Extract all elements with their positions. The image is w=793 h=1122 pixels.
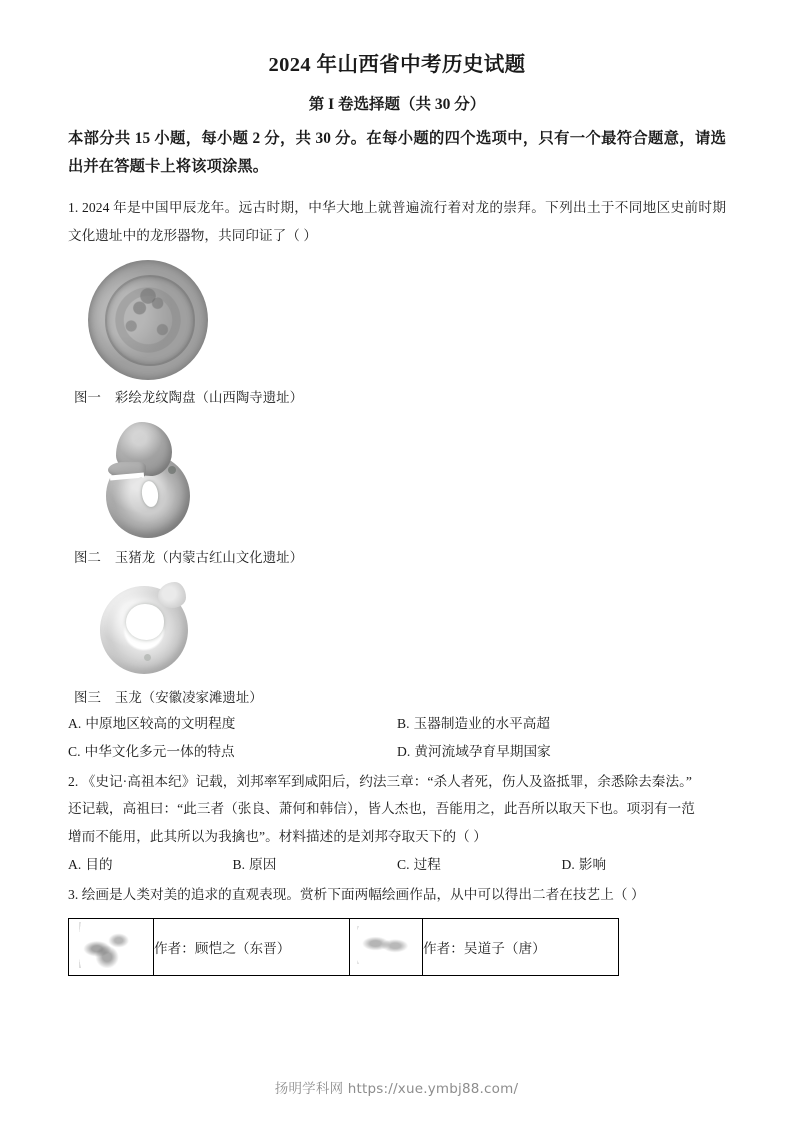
question-1-option-a[interactable]: [68, 710, 397, 738]
option-b-letter: B.: [397, 715, 410, 731]
gu-kaizhi-painting-label: 作者：顾恺之（东晋）: [154, 918, 350, 975]
option-a-letter: A.: [68, 857, 82, 873]
option-c-text: 中华文化多元一体的特点: [84, 743, 235, 759]
page-title: 2024 年山西省中考历史试题: [268, 54, 526, 76]
jade-dragon-image: [80, 580, 726, 680]
figure-3-caption: [74, 686, 726, 710]
question-2-option-c[interactable]: [397, 851, 562, 879]
question-1-figure-1: [68, 260, 726, 410]
figure-1-index: 图一: [74, 389, 101, 405]
page-content: [68, 52, 726, 978]
question-2-stem-line-3: 增而不能用，此其所以为我擒也”。材料描述的是刘邦夺取天下的（ ）: [68, 829, 487, 845]
question-2-option-b[interactable]: [233, 851, 398, 879]
exam-instructions: 本部分共 15 小题，每小题 2 分，共 30 分。在每小题的四个选项中，只有一个最符合题意，请选出并在答题卡上将该项涂黑。: [68, 130, 726, 175]
section-title: 第 I 卷选择题（共 30 分）: [308, 95, 486, 113]
option-b-text: 玉器制造业的水平高超: [413, 715, 551, 731]
option-c-letter: C.: [397, 857, 410, 873]
question-3-stem: 3. 绘画是人类对美的追求的直观表现。赏析下面两幅绘画作品，从中可以得出二者在技艺上（ ）: [68, 887, 645, 903]
question-2-stem-line-2: 还记载，高祖曰：“此三者（张良、萧何和韩信），皆人杰也，吾能用之，此吾所以取天下也。项羽有一范: [68, 801, 695, 817]
painted-pottery-plate-image: [80, 260, 726, 380]
option-b-text: 原因: [249, 857, 277, 873]
option-d-text: 影响: [578, 857, 607, 873]
wu-daozi-painting-thumbnail: [350, 918, 423, 975]
option-a-text: 中原地区较高的文明程度: [85, 715, 236, 731]
question-3: [68, 881, 726, 976]
question-2-options: [68, 851, 726, 879]
option-d-letter: D.: [397, 743, 411, 759]
footer-watermark: 扬明学科网 https://xue.ymbj88.com/: [274, 1081, 519, 1097]
question-2-option-a[interactable]: [68, 851, 233, 879]
option-d-text: 黄河流域孕育早期国家: [414, 743, 551, 759]
option-a-letter: A.: [68, 715, 82, 731]
painting-comparison-table: [68, 918, 619, 976]
question-1-option-b[interactable]: [397, 710, 726, 738]
option-d-letter: D.: [561, 857, 575, 873]
question-1-figure-3: [68, 580, 726, 710]
figure-2-caption: [74, 546, 726, 570]
question-1-option-d[interactable]: [397, 738, 726, 766]
figure-3-index: 图三: [74, 689, 101, 705]
option-a-text: 目的: [85, 857, 113, 873]
question-1-options-row-2: [68, 738, 726, 766]
question-1-figure-2: [68, 420, 726, 570]
figure-3-text: 玉龙（安徽凌家滩遗址）: [114, 689, 263, 705]
figure-1-caption: [74, 386, 726, 410]
table-row: [69, 918, 619, 975]
question-1-stem: 1. 2024 年是中国甲辰龙年。远古时期，中华大地上就普遍流行着对龙的崇拜。下列出土于不同地区史前时期文化遗址中的龙形器物，共同印证了（ ）: [68, 199, 726, 243]
option-c-text: 过程: [413, 857, 441, 873]
question-2-stem-line-1: 2. 《史记·高祖本纪》记载，刘邦率军到咸阳后，约法三章：“杀人者死，伤人及盗抵罪，余悉除去秦法。”: [68, 773, 693, 789]
figure-2-index: 图二: [74, 549, 101, 565]
option-c-letter: C.: [68, 743, 81, 759]
question-2-option-d[interactable]: [562, 851, 727, 879]
question-1-options-row-1: [68, 710, 726, 738]
gu-kaizhi-painting-thumbnail: [69, 918, 154, 975]
question-2: [68, 768, 726, 879]
figure-1-text: 彩绘龙纹陶盘（山西陶寺遗址）: [114, 389, 304, 405]
figure-2-text: 玉猪龙（内蒙古红山文化遗址）: [114, 549, 304, 565]
wu-daozi-painting-label: 作者：吴道子（唐）: [423, 918, 619, 975]
jade-pig-dragon-image: [80, 420, 726, 540]
option-b-letter: B.: [232, 857, 246, 873]
question-1-option-c[interactable]: [68, 738, 397, 766]
question-1: [68, 194, 726, 766]
